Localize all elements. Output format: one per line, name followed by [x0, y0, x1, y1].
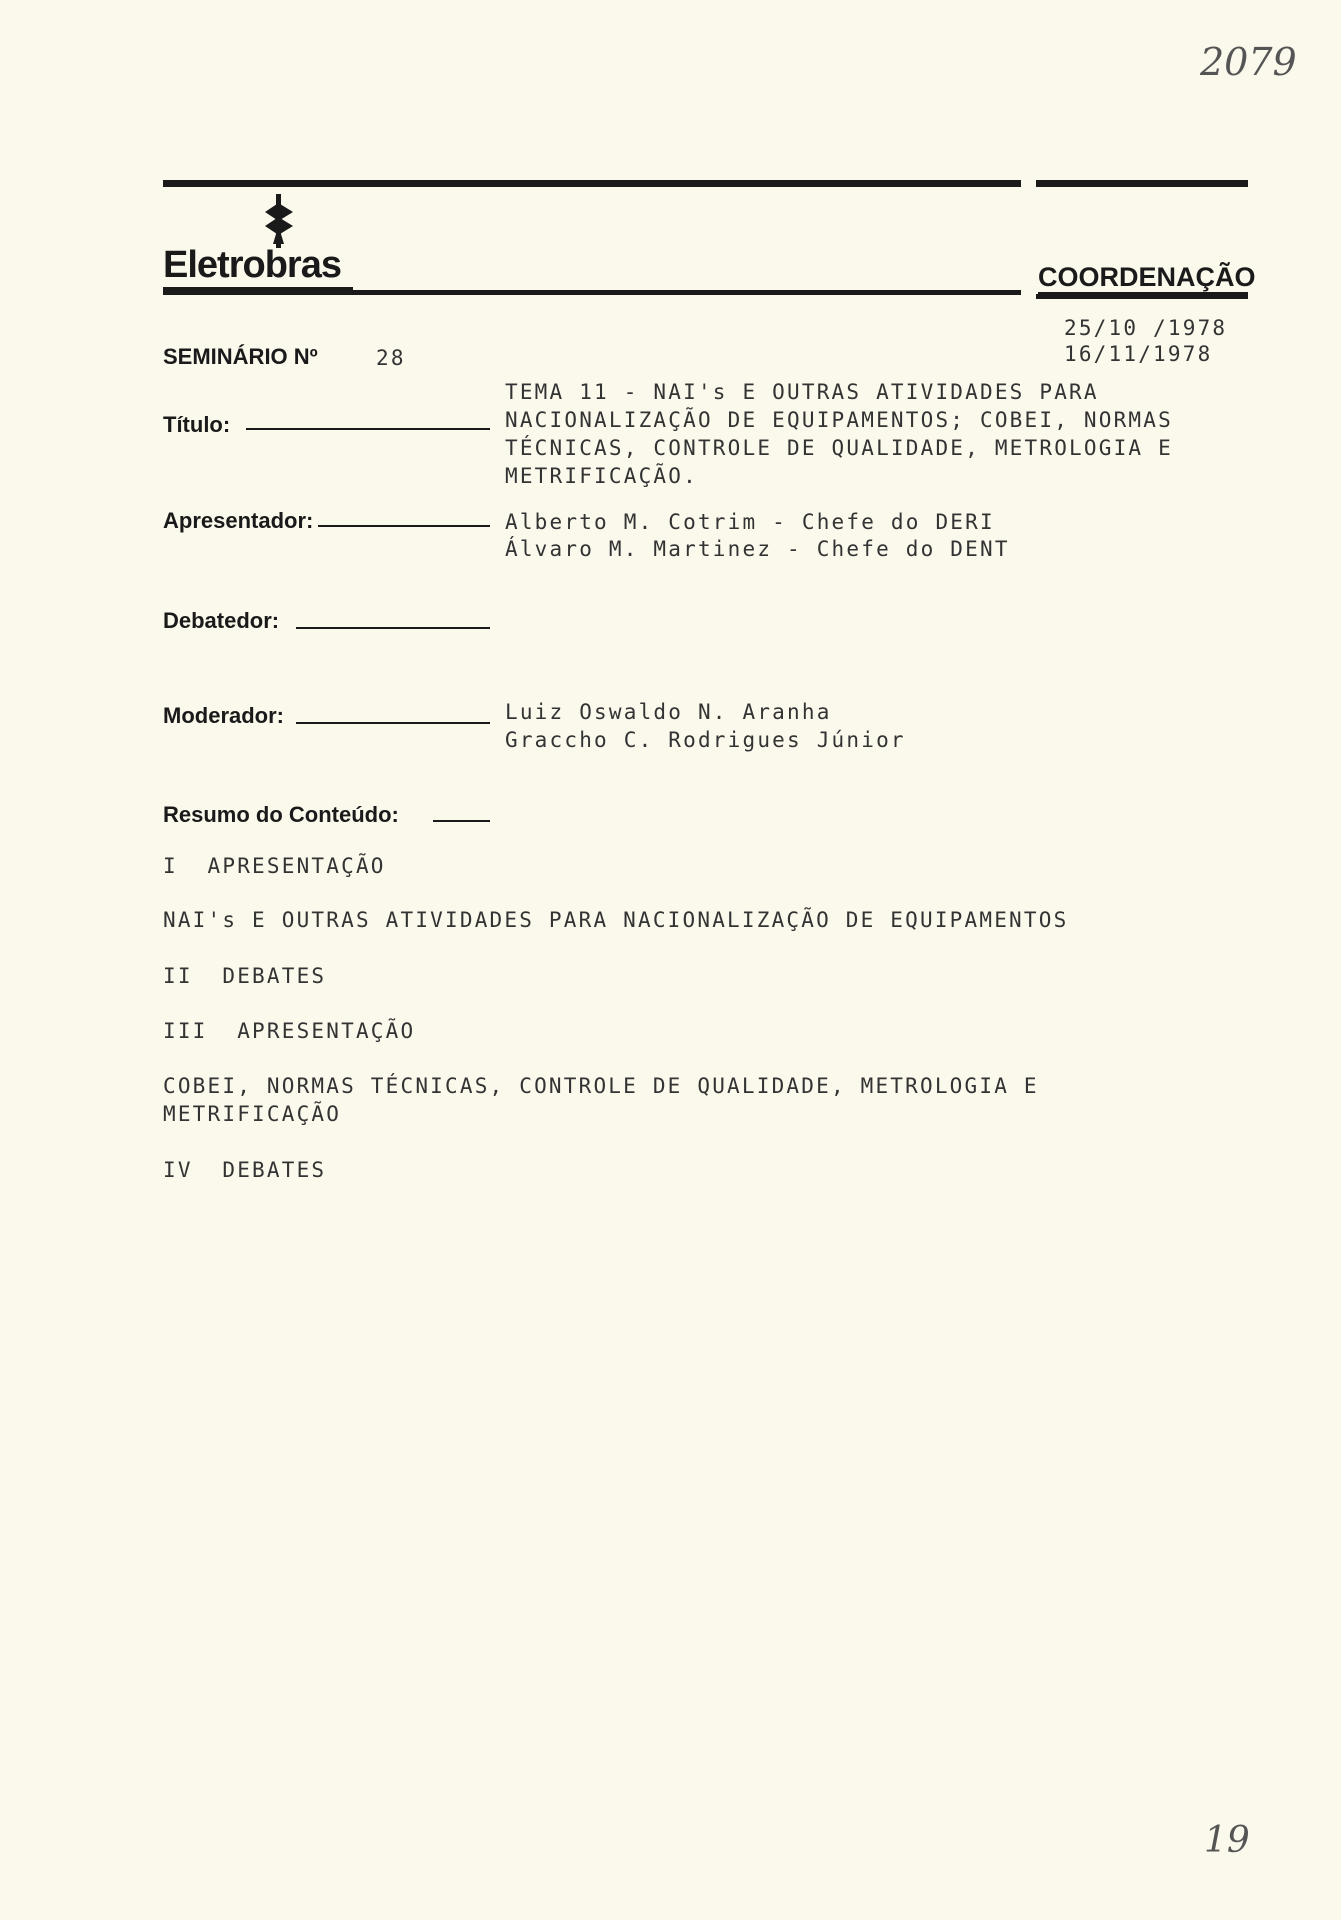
debater-label: Debatedor:: [163, 608, 280, 633]
title-text: [505, 380, 1173, 492]
title-line: METRIFICAÇÃO.: [505, 464, 698, 488]
moderator-underline: [296, 722, 490, 724]
page-marker: 19: [1204, 1820, 1250, 1861]
archive-number: 2079: [1200, 40, 1297, 84]
date-end: 16/11/1978: [1064, 342, 1213, 366]
summary-label: Resumo do Conteúdo:: [163, 802, 399, 827]
moderator-name: Luiz Oswaldo N. Aranha: [505, 700, 832, 724]
summary-underline: [433, 820, 490, 822]
department-label: COORDENAÇÃO: [1038, 262, 1256, 292]
presenter-name: Álvaro M. Martinez - Chefe do DENT: [505, 537, 1010, 561]
title-line: NACIONALIZAÇÃO DE EQUIPAMENTOS; COBEI, NORMAS: [505, 408, 1173, 432]
summary-item: METRIFICAÇÃO: [163, 1102, 342, 1126]
seminar-number: 28: [376, 346, 406, 370]
presenter-underline: [318, 525, 490, 527]
seminar-label: SEMINÁRIO Nº: [163, 344, 318, 369]
summary-item: NAI's E OUTRAS ATIVIDADES PARA NACIONALIZAÇÃO DE EQUIPAMENTOS: [163, 908, 1069, 932]
header-top-rule-left: [163, 180, 1021, 187]
presenter-label: Apresentador:: [163, 508, 314, 533]
summary-item: I APRESENTAÇÃO: [163, 854, 386, 878]
date-start: 25/10 /1978: [1064, 316, 1228, 340]
title-line: TÉCNICAS, CONTROLE DE QUALIDADE, METROLOGIA E: [505, 436, 1173, 460]
header-top-rule-right: [1036, 180, 1248, 187]
summary-item: IV DEBATES: [163, 1158, 327, 1182]
moderator-name: Graccho C. Rodrigues Júnior: [505, 728, 906, 752]
moderators-list: [505, 700, 906, 756]
brand-name: Eletrobras: [163, 244, 341, 286]
summary-item: COBEI, NORMAS TÉCNICAS, CONTROLE DE QUALIDADE, METROLOGIA E: [163, 1074, 1039, 1098]
title-line: TEMA 11 - NAI's E OUTRAS ATIVIDADES PARA: [505, 380, 1099, 404]
title-underline: [246, 428, 490, 430]
summary-item: II DEBATES: [163, 964, 327, 988]
eletrobras-logo: [163, 188, 363, 288]
summary-item: III APRESENTAÇÃO: [163, 1019, 416, 1043]
presenters-list: [505, 510, 1010, 564]
debater-underline: [296, 627, 490, 629]
presenter-name: Alberto M. Cotrim - Chefe do DERI: [505, 510, 995, 534]
header-bottom-rule-left: [163, 290, 1021, 295]
title-label: Título:: [163, 412, 231, 437]
moderator-label: Moderador:: [163, 703, 284, 728]
header-bottom-rule-right: [1036, 294, 1248, 299]
